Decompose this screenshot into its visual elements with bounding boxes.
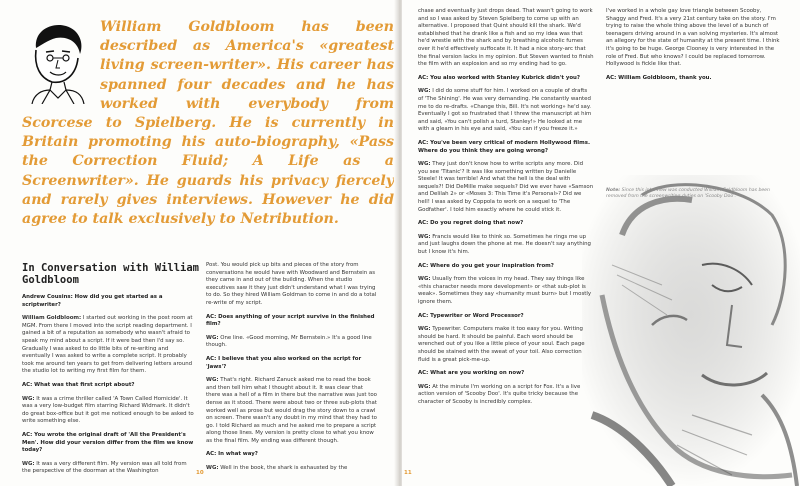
answer-text: chase and eventually just drops dead. That wasn't going to work and so I was asked by Steven Spielberg to come up with an alternative. I proposed that Quint should kill the shark. We'd established that he drank like a fish and so my idea was that he'd wrestle with the shark and by breathing alcoholic fumes over it he'd effectively suffocate it. It had a nice story-arc that the final version lacks in my opinion. But Steven wanted to finish the film with an explosion and so my ending had to go.	[418, 8, 594, 68]
answer-text: Typewriter. Computers make it too easy for you. Writing should be hard. It should be painful. Each word should be wrenched out of you like a little piece of your soul. Each page should be stained with the sweat of your toil. Also correction fluid is a great pick-me-up.	[418, 326, 585, 363]
question: AC: You've been very critical of modern Hollywood films. Where do you think they are going wrong?	[418, 139, 590, 154]
left-page	[0, 0, 398, 486]
answer-text: Post. You would pick up bits and pieces of the story from conversations he would have with Woodward and Bernstein as they came in and out of the building. When the studio executives saw it they just didn't understand what I was trying to do. So they hired William Goldman to come in and do a total re-write of my script.	[206, 262, 377, 306]
answer	[206, 335, 378, 350]
speaker-label: WG:	[22, 460, 35, 467]
speaker-label: WG:	[418, 88, 431, 95]
right-page	[402, 0, 800, 486]
answer-text: It was a very different film. My version was all told from the perspective of the doorman at the Washington	[22, 460, 187, 475]
question: AC: You also worked with Stanley Kubrick didn't you?	[418, 74, 581, 81]
answer	[418, 234, 594, 257]
answer	[206, 377, 378, 445]
page-number-left: 10	[196, 470, 204, 476]
answer-text: It was a crime thriller called 'A Town Called Homicide'. It was a very low-budget film starring Richard Widmark. It didn't do great box-office but it got me noticed enough to be asked to write something else.	[22, 395, 194, 425]
question: AC: What are you working on now?	[418, 370, 525, 377]
speaker-label: WG:	[206, 377, 219, 384]
answer-text: That's right. Richard Zanuck asked me to read the book and then tell him what I thought about it. It was clear that there was a hell of a film in there but the narrative was just too dense as it stood. There were about two or three sub-plots that worked well as prose but would drag the story down to a crawl on screen. There wasn't any doubt in my mind that they had to go. I told Richard as much and he asked me to prepare a script along those lines. My version is pretty close to what you know as the final film. My ending was different though.	[206, 377, 377, 444]
answer-text: Usually from the voices in my head. They say things like «this character needs more development» or «that sub-plot is weak». Sometimes they say «humanity must burn» but I mostly ignore them.	[418, 276, 592, 305]
speaker-label: WG:	[418, 161, 431, 168]
answer	[418, 326, 594, 364]
speaker-label: WG:	[418, 276, 431, 283]
question: AC: William Goldbloom, thank you.	[606, 74, 712, 81]
answer	[418, 161, 594, 214]
answer-text: I started out working in the post room at MGM. From there I moved into the script reading department. I gained a bit of a reputation as somebody who wasn't afraid to speak my mind about a script. If it were bad then I'd say so. Gradually I was asked to do little bits of re-writing and eventually I was asked to write a complete script. It probably took me around ten years to get from delivering letters around the studio lot to writing my first film for them.	[22, 315, 193, 375]
speaker-label: WG:	[206, 465, 219, 472]
interview-heading: In Conversation with William Goldbloom	[22, 262, 200, 286]
answer-text: They just don't know how to write scripts any more. Did you see 'Titanic'? It was like something written by Danielle Steele! It was terrible! And what the hell is the deal with sequels?! Did DeMille make sequels? Did we ever have «Samson and Delilah 2» or «Moses 3: This Time it's Personal»? Did we hell! I was asked by Coppola to work on a sequel to 'The Godfather'. I told him exactly where he could stick it.	[418, 161, 594, 213]
speaker-label: WG:	[418, 383, 431, 390]
answer-text: At the minute I'm working on a script for Fox. It's a live action version of 'Scooby Doo'. It's quite tricky because the character of Scooby is incredibly complex.	[418, 383, 581, 405]
speaker-label: WG:	[22, 395, 35, 402]
page-number-right: 11	[404, 470, 412, 476]
answer	[206, 262, 378, 308]
answer	[418, 8, 594, 69]
answer-text: Well in the book, the shark is exhausted by the	[220, 465, 348, 472]
question: AC: Does anything of your script survive in the finished film?	[206, 313, 375, 328]
intro-text: William Goldbloom has been described as America's «greatest living screen-writer». His career has spanned four decades and he has worked with everybody from Scorcese to Spielberg. He is currently in Britain promoting his auto-biography, «Pass the Correction Fluid; A Life as a Screenwriter». He guards his privacy fiercely and rarely gives interviews. However he did agree to talk exclusively to Netribution.	[22, 19, 394, 228]
answer-text: I've worked in a whole gay love triangle between Scooby, Shaggy and Fred. It's a very 21st century take on the story. I'm trying to raise the whole thing above the level of a bunch of teenagers driving around in a van solving mysteries. It's almost an allegory for the state of humanity at the present time. I think it's going to be huge. George Clooney is very interested in the role of Fred. But who knows? I could be replaced tomorrow. Hollywood is fickle like that.	[606, 8, 780, 68]
speaker-label: WG:	[418, 233, 431, 240]
answer	[206, 465, 378, 473]
question: AC: You wrote the original draft of 'All the President's Men'. How did your version differ from the film we know today?	[22, 431, 194, 454]
question: AC: Typewriter or Word Processor?	[418, 312, 524, 319]
answer-text: Francis would like to think so. Sometimes he rings me up and just laughs down the phone at me. He doesn't say anything but I know it's him.	[418, 233, 591, 256]
speaker-label: WG:	[206, 334, 219, 341]
question: AC: In what way?	[206, 451, 258, 458]
intro-paragraph	[22, 18, 394, 229]
speaker-label: WG:	[418, 326, 431, 333]
question: Andrew Cousins: How did you get started as a scriptwriter?	[22, 294, 163, 308]
charcoal-sketch-illustration	[582, 175, 800, 486]
column-left-2	[206, 262, 378, 479]
question: AC: Where do you get your inspiration from?	[418, 262, 554, 269]
column-right-1	[418, 8, 594, 413]
note-text: Since this interview was conducted William Goldbloom has been removed from the screenwriting duties on 'Scooby Doo'.	[606, 188, 770, 199]
column-left-1	[22, 294, 194, 482]
answer	[606, 8, 782, 69]
editor-note	[606, 188, 782, 206]
speaker-label: William Goldbloom:	[22, 315, 82, 322]
answer	[418, 384, 594, 407]
question: AC: I believe that you also worked on the script for 'Jaws'?	[206, 355, 362, 370]
answer	[22, 461, 194, 476]
answer	[22, 396, 194, 426]
answer	[418, 88, 594, 134]
answer	[22, 315, 194, 376]
answer-text: I did do some stuff for him. I worked on a couple of drafts of 'The Shining'. He was very demanding. He constantly wanted me to do re-drafts. «Change this, Bill. It's not working» he'd say. Eventually I got so frustrated that I threw the manuscript at him and said, «You can't polish a turd, Stanley!» He looked at me with a gleam in his eye and said, «You can if you freeze it.»	[418, 88, 592, 133]
question: AC: What was that first script about?	[22, 381, 135, 388]
caricature-portrait-icon	[22, 18, 92, 104]
column-right-2	[606, 8, 782, 88]
question: AC: Do you regret doing that now?	[418, 220, 524, 227]
answer	[418, 276, 594, 306]
note-label: Note:	[606, 188, 621, 193]
answer-text: One line. «Good morning, Mr Bernstein.» It's a good line though.	[206, 334, 372, 349]
